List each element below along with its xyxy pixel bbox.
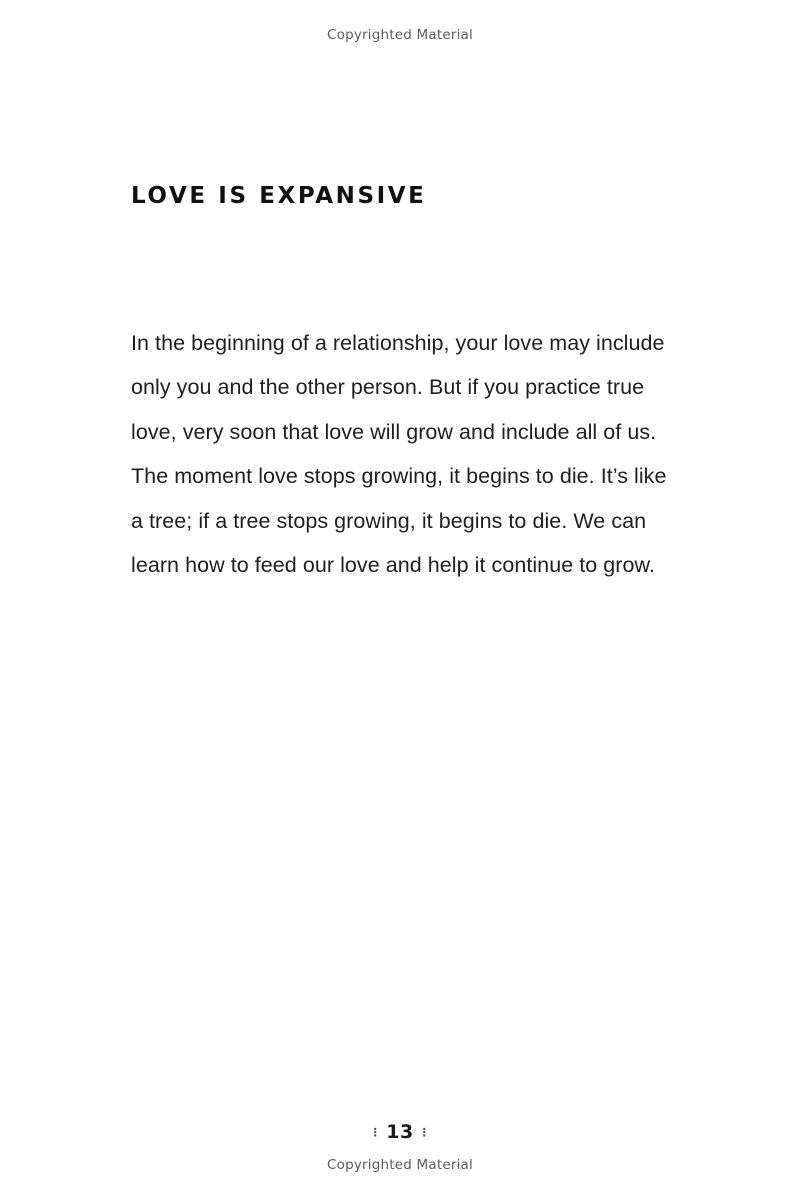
page-number: 13 bbox=[386, 1121, 414, 1143]
copyright-watermark-top: Copyrighted Material bbox=[327, 27, 473, 43]
body-paragraph: In the beginning of a relationship, your love may include only you and the other person. But if you practice true love, very soon that love will grow and include all of us. The moment love stops growing, it begins to die. It’s like a tree; if a tree stops growing, it begins to die. We can learn how to feed our love and help it continue to grow. bbox=[131, 330, 667, 578]
folio-ornament-right-icon: ⋮ bbox=[418, 1126, 431, 1139]
copyright-watermark-bottom: Copyrighted Material bbox=[327, 1157, 473, 1173]
page-title: LOVE IS EXPANSIVE bbox=[131, 183, 427, 210]
page-footer bbox=[0, 1121, 800, 1143]
folio-ornament-left-icon: ⋮ bbox=[369, 1126, 382, 1139]
folio-group bbox=[365, 1121, 435, 1143]
